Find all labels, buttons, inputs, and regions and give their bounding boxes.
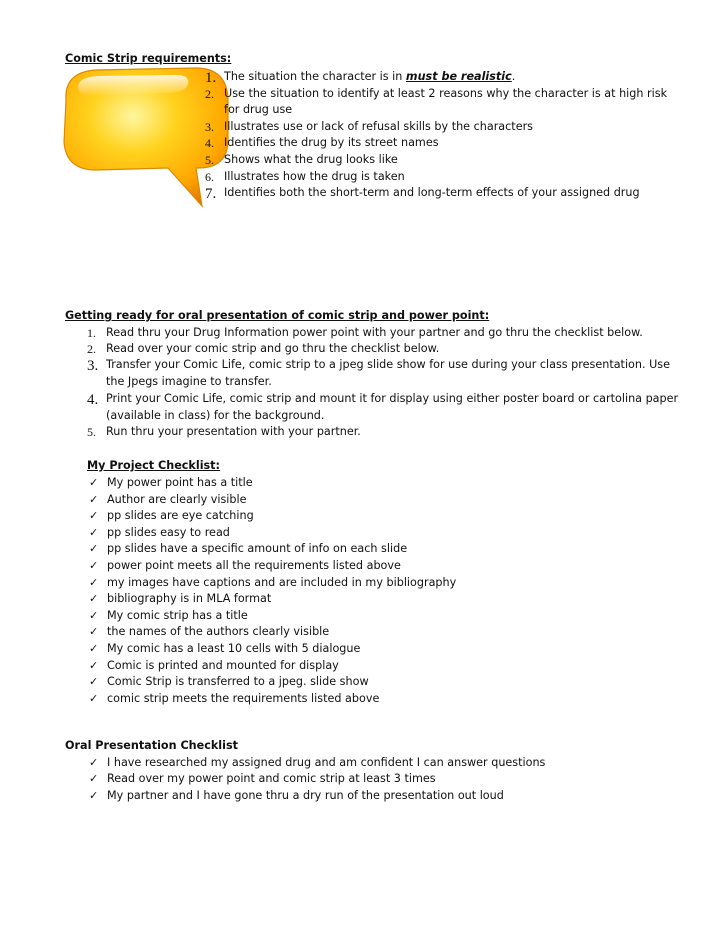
- prep-step-text: Transfer your Comic Life, comic strip to a jpeg slide show for use during your class presentation. Use: [106, 358, 670, 371]
- oral-checklist-item-text: I have researched my assigned drug and am confident I can answer questions: [107, 756, 546, 769]
- requirement-item: [205, 153, 705, 169]
- requirement-text: [224, 186, 640, 199]
- checkmark-icon: ✓: [89, 559, 99, 572]
- requirement-text-main: Illustrates how the drug is taken: [224, 170, 405, 183]
- checklist-item-text: my images have captions and are included in my bibliography: [107, 576, 457, 589]
- checkmark-icon: ✓: [89, 609, 99, 622]
- requirement-text: [224, 70, 515, 83]
- prep-step-number: 4.: [87, 392, 99, 408]
- checklist-item: [89, 692, 689, 708]
- prep-step-item: [87, 392, 707, 422]
- requirement-number: 3.: [205, 120, 214, 134]
- checkmark-icon: ✓: [89, 675, 99, 688]
- checklist-item: [89, 592, 689, 608]
- checkmark-icon: ✓: [89, 659, 99, 672]
- checklist-item-text: Comic is printed and mounted for display: [107, 659, 339, 672]
- requirement-text: [224, 87, 667, 100]
- requirement-text-main: Identifies the drug by its street names: [224, 136, 439, 149]
- checklist-item-text: pp slides have a specific amount of info on each slide: [107, 542, 408, 555]
- prep-step-item: [87, 358, 707, 388]
- requirement-number: 7.: [205, 186, 217, 202]
- checklist-item: [89, 659, 689, 675]
- oral-checklist-heading: Oral Presentation Checklist: [65, 739, 238, 752]
- checklist-item: [89, 526, 689, 542]
- requirement-number: 2.: [205, 87, 214, 101]
- checklist-item-text: the names of the authors clearly visible: [107, 625, 330, 638]
- checklist-item-text: comic strip meets the requirements listed above: [107, 692, 380, 705]
- checkmark-icon: ✓: [89, 625, 99, 638]
- checklist-item-text: pp slides are eye catching: [107, 509, 254, 522]
- checkmark-icon: ✓: [89, 576, 99, 589]
- prep-step-number: 3.: [87, 358, 99, 374]
- checklist-item-text: power point meets all the requirements listed above: [107, 559, 401, 572]
- checkmark-icon: ✓: [89, 789, 99, 802]
- oral-checklist-item: [89, 772, 689, 788]
- requirement-item: [205, 186, 705, 202]
- checkmark-icon: ✓: [89, 756, 99, 769]
- checkmark-icon: ✓: [89, 692, 99, 705]
- requirement-text: [224, 153, 398, 166]
- checkmark-icon: ✓: [89, 592, 99, 605]
- oral-checklist-item: [89, 756, 689, 772]
- oral-prep-heading: Getting ready for oral presentation of comic strip and power point:: [65, 309, 490, 322]
- oral-checklist-item-text: My partner and I have gone thru a dry run of the presentation out loud: [107, 789, 504, 802]
- requirement-item: [205, 70, 705, 86]
- requirement-number: 6.: [205, 170, 214, 184]
- checklist-item: [89, 542, 689, 558]
- prep-step-number: 2.: [87, 342, 96, 356]
- checklist-item-text: Author are clearly visible: [107, 493, 247, 506]
- oral-checklist-item-text: Read over my power point and comic strip at least 3 times: [107, 772, 436, 785]
- prep-step-text: Read thru your Drug Information power point with your partner and go thru the checklist below.: [106, 326, 643, 339]
- requirement-text-continued: for drug use: [224, 103, 293, 116]
- oral-checklist-item: [89, 789, 689, 805]
- requirement-item: [205, 136, 705, 152]
- requirement-text-main: Identifies both the short-term and long-term effects of your assigned drug: [224, 186, 640, 199]
- checklist-item: [89, 609, 689, 625]
- requirement-number: 4.: [205, 136, 214, 150]
- checkmark-icon: ✓: [89, 772, 99, 785]
- checklist-item-text: My comic strip has a title: [107, 609, 248, 622]
- checkmark-icon: ✓: [89, 642, 99, 655]
- prep-step-item: [87, 326, 707, 342]
- prep-step-text: Run thru your presentation with your partner.: [106, 425, 361, 438]
- checklist-item: [89, 642, 689, 658]
- requirement-item: [205, 120, 705, 136]
- requirement-text-main: Use the situation to identify at least 2 reasons why the character is at high risk: [224, 87, 668, 100]
- checklist-item: [89, 509, 689, 525]
- checklist-item: [89, 576, 689, 592]
- checklist-item: [89, 493, 689, 509]
- checklist-item: [89, 675, 689, 691]
- comic-strip-heading: Comic Strip requirements:: [65, 52, 232, 65]
- prep-step-text-continued: (available in class) for the background.: [106, 409, 325, 422]
- prep-step-text-continued: the Jpegs imagine to transfer.: [106, 375, 272, 388]
- checklist-item: [89, 559, 689, 575]
- prep-step-number: 1.: [87, 326, 96, 340]
- requirement-text-main: Shows what the drug looks like: [224, 153, 398, 166]
- prep-step-item: [87, 342, 707, 358]
- checklist-item-text: pp slides easy to read: [107, 526, 230, 539]
- requirement-text: [224, 136, 439, 149]
- requirement-text-end: .: [511, 70, 516, 83]
- requirement-text: [224, 170, 405, 183]
- checkmark-icon: ✓: [89, 493, 99, 506]
- checkmark-icon: ✓: [89, 509, 99, 522]
- checklist-item-text: Comic Strip is transferred to a jpeg. slide show: [107, 675, 369, 688]
- checkmark-icon: ✓: [89, 542, 99, 555]
- requirement-number: 5.: [205, 153, 214, 167]
- prep-step-number: 5.: [87, 425, 96, 439]
- requirement-number: 1.: [205, 70, 217, 86]
- prep-step-text: Read over your comic strip and go thru the checklist below.: [106, 342, 440, 355]
- requirement-text-main: The situation the character is in: [224, 70, 406, 83]
- checklist-item: [89, 476, 689, 492]
- requirement-item: [205, 87, 705, 116]
- project-checklist-heading: My Project Checklist:: [87, 459, 221, 472]
- requirement-text-main: Illustrates use or lack of refusal skills by the characters: [224, 120, 534, 133]
- prep-step-text: Print your Comic Life, comic strip and mount it for display using either poster board or cartolina paper: [106, 392, 679, 405]
- checkmark-icon: ✓: [89, 526, 99, 539]
- checklist-item-text: bibliography is in MLA format: [107, 592, 272, 605]
- checklist-item: [89, 625, 689, 641]
- requirement-emphasis: must be realistic: [405, 70, 512, 83]
- requirement-item: [205, 170, 705, 186]
- checklist-item-text: My power point has a title: [107, 476, 253, 489]
- requirement-text: [224, 120, 533, 133]
- checkmark-icon: ✓: [89, 476, 99, 489]
- prep-step-item: [87, 425, 707, 441]
- checklist-item-text: My comic has a least 10 cells with 5 dialogue: [107, 642, 361, 655]
